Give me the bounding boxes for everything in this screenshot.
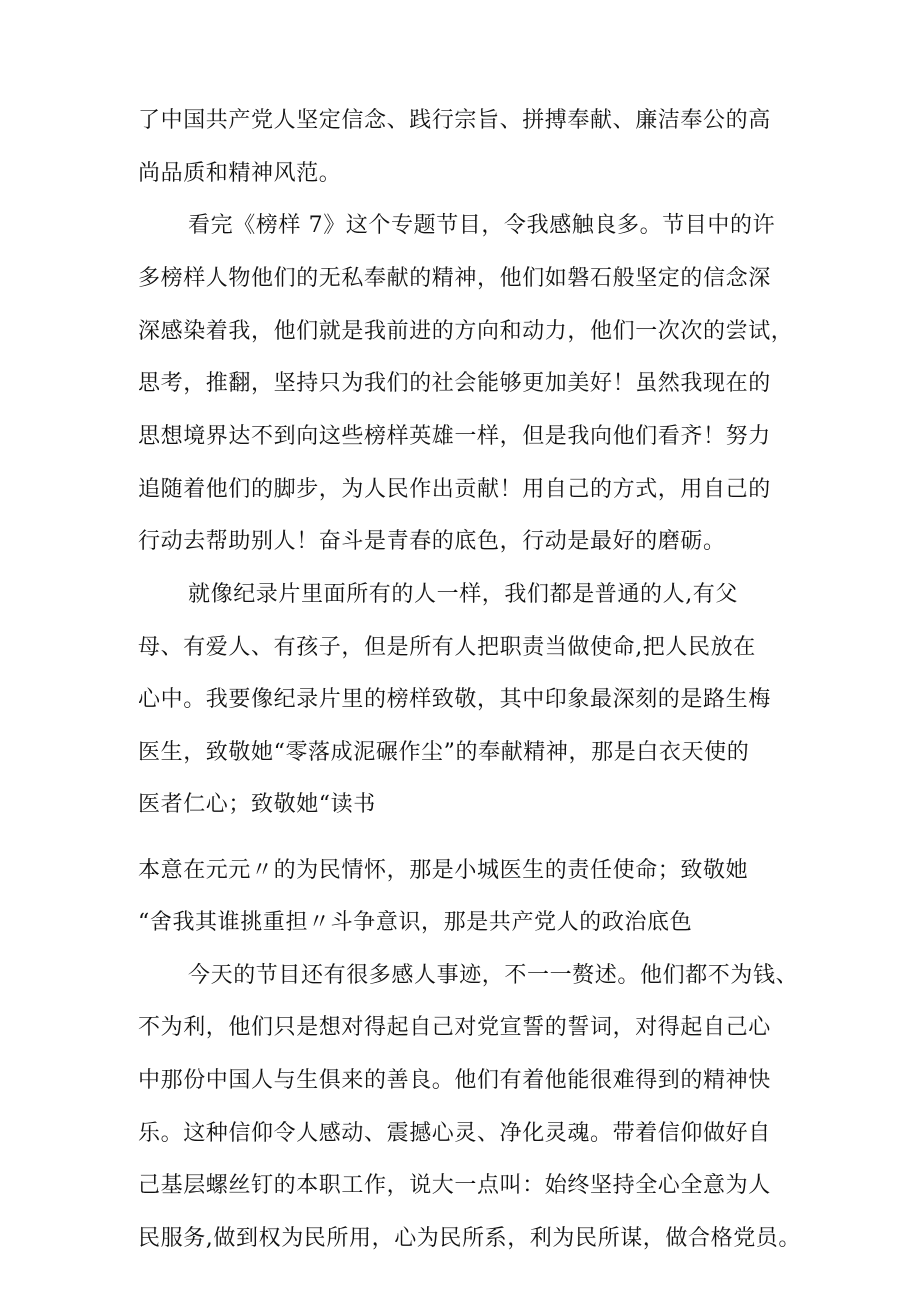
- text-line: 心中。我要像纪录片里的榜样致敬，其中印象最深刻的是路生梅: [138, 687, 771, 712]
- text-line: 深感染着我，他们就是我前进的方向和动力，他们一次次的尝试，: [138, 319, 794, 344]
- text-line: 了中国共产党人坚定信念、践行宗旨、拼搏奉献、廉洁奉公的高: [138, 108, 771, 133]
- text-line: 医生，致敬她“零落成泥碾作尘”的奉献精神，那是白衣天使的: [138, 740, 750, 765]
- text-line: 己基层螺丝钉的本职工作，说大一点叫：始终坚持全心全意为人: [138, 1173, 771, 1198]
- text-line: 多榜样人物他们的无私奉献的精神，他们如磐石般坚定的信念深: [138, 266, 771, 291]
- text-line: 母、有爱人、有孩子，但是所有人把职责当做使命,把人民放在: [138, 635, 756, 660]
- text-line: 民服务,做到权为民所用，心为民所系，利为民所谋，做合格党员。: [138, 1226, 801, 1251]
- text-line: 乐。这种信仰令人感动、震撼心灵、净化灵魂。带着信仰做好自: [138, 1121, 771, 1146]
- text-line: “舍我其谁挑重担〃斗争意识，那是共产党人的政治底色: [138, 910, 693, 935]
- text-line: 中那份中国人与生俱来的善良。他们有着他能很难得到的精神快: [138, 1068, 771, 1093]
- text-line: 医者仁心；致敬她“读书: [138, 792, 376, 817]
- text-line: 尚品质和精神风范。: [138, 161, 342, 186]
- paragraph-start-line: 今天的节目还有很多感人事迹，不一一赘述。他们都不为钱、: [188, 963, 799, 988]
- text-line: 本意在元元〃的为民情怀，那是小城医生的责任使命；致敬她: [138, 858, 749, 883]
- text-line: 不为利，他们只是想对得起自己对党宣誓的誓词，对得起自己心: [138, 1015, 771, 1040]
- text-line: 思想境界达不到向这些榜样英雄一样，但是我向他们看齐！努力: [138, 424, 771, 449]
- text-line: 追随着他们的脚步，为人民作出贡献！用自己的方式，用自己的: [138, 477, 771, 502]
- paragraph-start-line: 看完《榜样 7》这个专题节目，令我感触良多。节目中的许: [188, 213, 776, 238]
- text-line: 行动去帮助别人！奋斗是青春的底色，行动是最好的磨砺。: [138, 529, 726, 554]
- text-line: 思考，推翻，坚持只为我们的社会能够更加美好！虽然我现在的: [138, 371, 771, 396]
- paragraph-start-line: 就像纪录片里面所有的人一样，我们都是普通的人,有父: [188, 582, 738, 607]
